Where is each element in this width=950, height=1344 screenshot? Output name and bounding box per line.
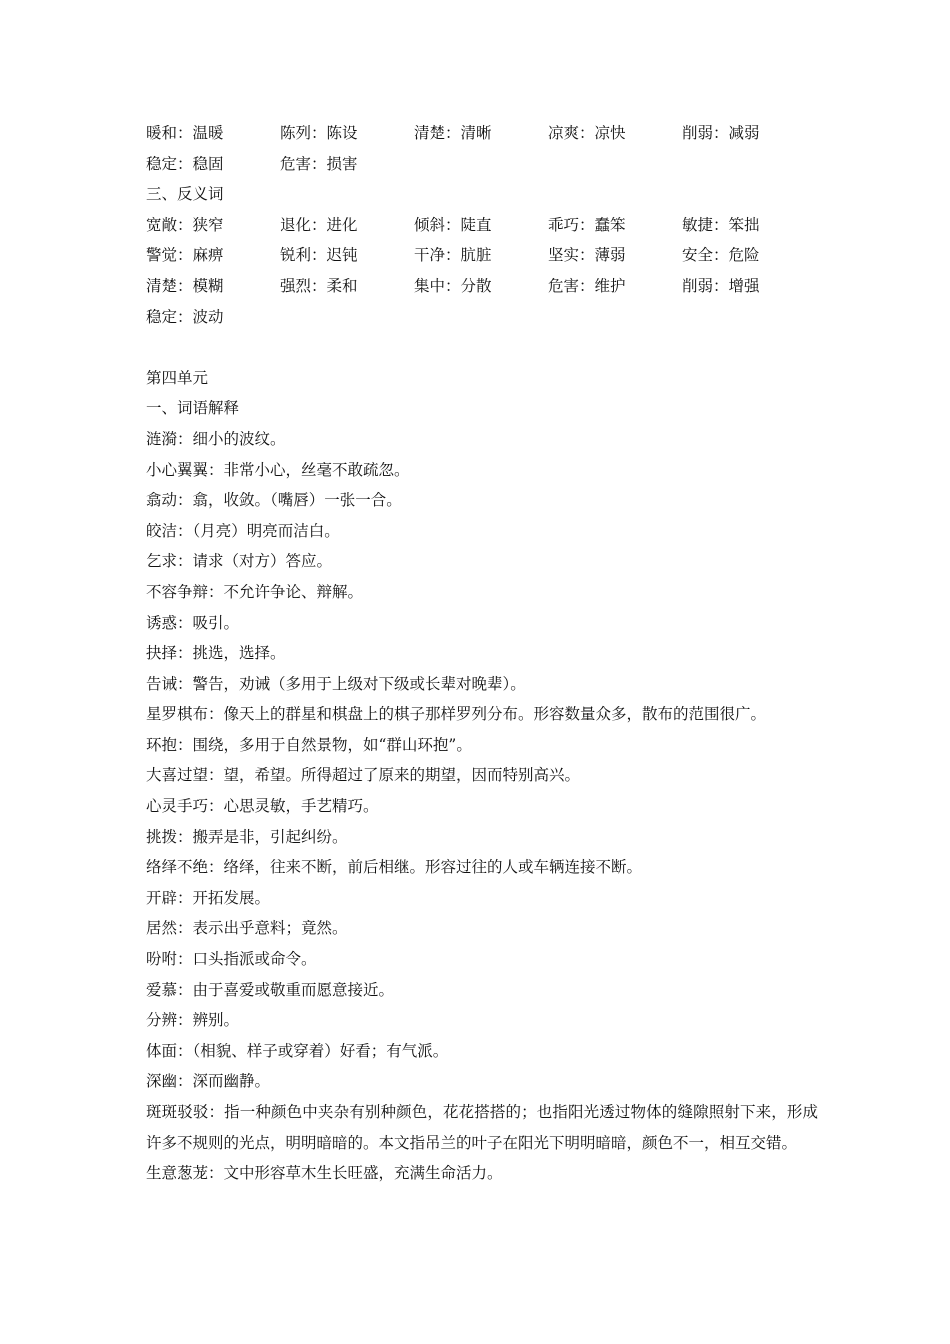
word-pair: 强烈：柔和: [280, 276, 358, 295]
section-title: 一、词语解释: [146, 399, 240, 418]
definition-entry: 心灵手巧：心思灵敏，手艺精巧。: [146, 797, 379, 816]
word-pair: 稳定：波动: [146, 307, 224, 326]
antonym-row: [146, 302, 818, 333]
word-pair: 危害：维护: [548, 276, 626, 295]
word-pair: 退化：进化: [280, 215, 358, 234]
word-pair: 危害：损害: [280, 154, 358, 173]
definition-entry: 居然：表示出乎意料；竟然。: [146, 919, 348, 938]
word-pair: 集中：分散: [414, 276, 492, 295]
definition-entry: 乞求：请求（对方）答应。: [146, 552, 333, 571]
definition-entry: 深幽：深而幽静。: [146, 1072, 271, 1091]
word-pair: 削弱：减弱: [682, 124, 760, 142]
word-pair: 清楚：模糊: [146, 276, 224, 295]
antonym-heading: 三、反义词: [146, 185, 224, 204]
definition-entry: 环抱：围绕，多用于自然景物，如“群山环抱”。: [146, 735, 472, 754]
synonym-row: [146, 118, 818, 149]
definition-entry: 翕动：翕，收敛。（嘴唇）一张一合。: [146, 491, 402, 510]
definition-entry: 吩咐：口头指派或命令。: [146, 950, 317, 969]
definition-entry: 大喜过望：望，希望。所得超过了原来的期望，因而特别高兴。: [146, 766, 581, 785]
word-pair: 暖和：温暖: [146, 124, 224, 142]
definition-entry: 涟漪：细小的波纹。: [146, 429, 286, 448]
word-pair: 宽敞：狭窄: [146, 215, 224, 234]
word-pair: 坚实：薄弱: [548, 246, 626, 265]
word-pair: 凉爽：凉快: [548, 124, 626, 142]
definition-entry: 告诫：警告，劝诫（多用于上级对下级或长辈对晚辈）。: [146, 674, 526, 693]
definition-entry: 斑斑驳驳：指一种颜色中夹杂有别种颜色，花花搭搭的；也指阳光透过物体的缝隙照射下来，形成许多不规则的光点，明明暗暗的。本文指吊兰的叶子在阳光下明明暗暗，颜色不一，相互交错。: [146, 1103, 818, 1152]
word-pair: 锐利：迟钝: [280, 246, 358, 265]
word-pair: 敏捷：笨拙: [682, 215, 760, 234]
definition-entry: 爱慕：由于喜爱或敬重而愿意接近。: [146, 980, 395, 999]
document-page: [146, 118, 818, 1189]
definition-entry: 体面：（相貌、样子或穿着）好看；有气派。: [146, 1041, 449, 1060]
word-pair: 倾斜：陡直: [414, 215, 492, 234]
word-pair: 清楚：清晰: [414, 124, 492, 142]
definition-entry: 皎洁：（月亮）明亮而洁白。: [146, 521, 340, 540]
definition-entry: 小心翼翼：非常小心，丝毫不敢疏忽。: [146, 460, 410, 479]
definition-entry: 星罗棋布：像天上的群星和棋盘上的棋子那样罗列分布。形容数量众多，散布的范围很广。: [146, 705, 767, 724]
word-pair: 稳定：稳固: [146, 154, 224, 173]
word-pair: 削弱：增强: [682, 276, 760, 295]
definition-entry: 分辨：辨别。: [146, 1011, 240, 1030]
antonym-row: [146, 271, 818, 302]
synonym-row: [146, 149, 818, 180]
definition-entry: 抉择：挑选，选择。: [146, 644, 286, 663]
definition-entry: 诱惑：吸引。: [146, 613, 240, 632]
antonym-row: [146, 210, 818, 241]
word-pair: 警觉：麻痹: [146, 246, 224, 265]
definition-entry: 开辟：开拓发展。: [146, 888, 271, 907]
definition-entry: 生意葱茏：文中形容草木生长旺盛，充满生命活力。: [146, 1164, 503, 1183]
word-pair: 乖巧：蠢笨: [548, 215, 626, 234]
definition-entry: 不容争辩：不允许争论、辩解。: [146, 582, 364, 601]
unit-title: 第四单元: [146, 368, 209, 387]
antonym-row: [146, 240, 818, 271]
word-pair: 陈列：陈设: [280, 124, 358, 142]
definition-entry: 络绎不绝：络绎，往来不断，前后相继。形容过往的人或车辆连接不断。: [146, 858, 643, 877]
blank-line: [146, 332, 818, 363]
definition-entry: 挑拨：搬弄是非，引起纠纷。: [146, 827, 348, 846]
word-pair: 安全：危险: [682, 246, 760, 265]
word-pair: 干净：肮脏: [414, 246, 492, 265]
